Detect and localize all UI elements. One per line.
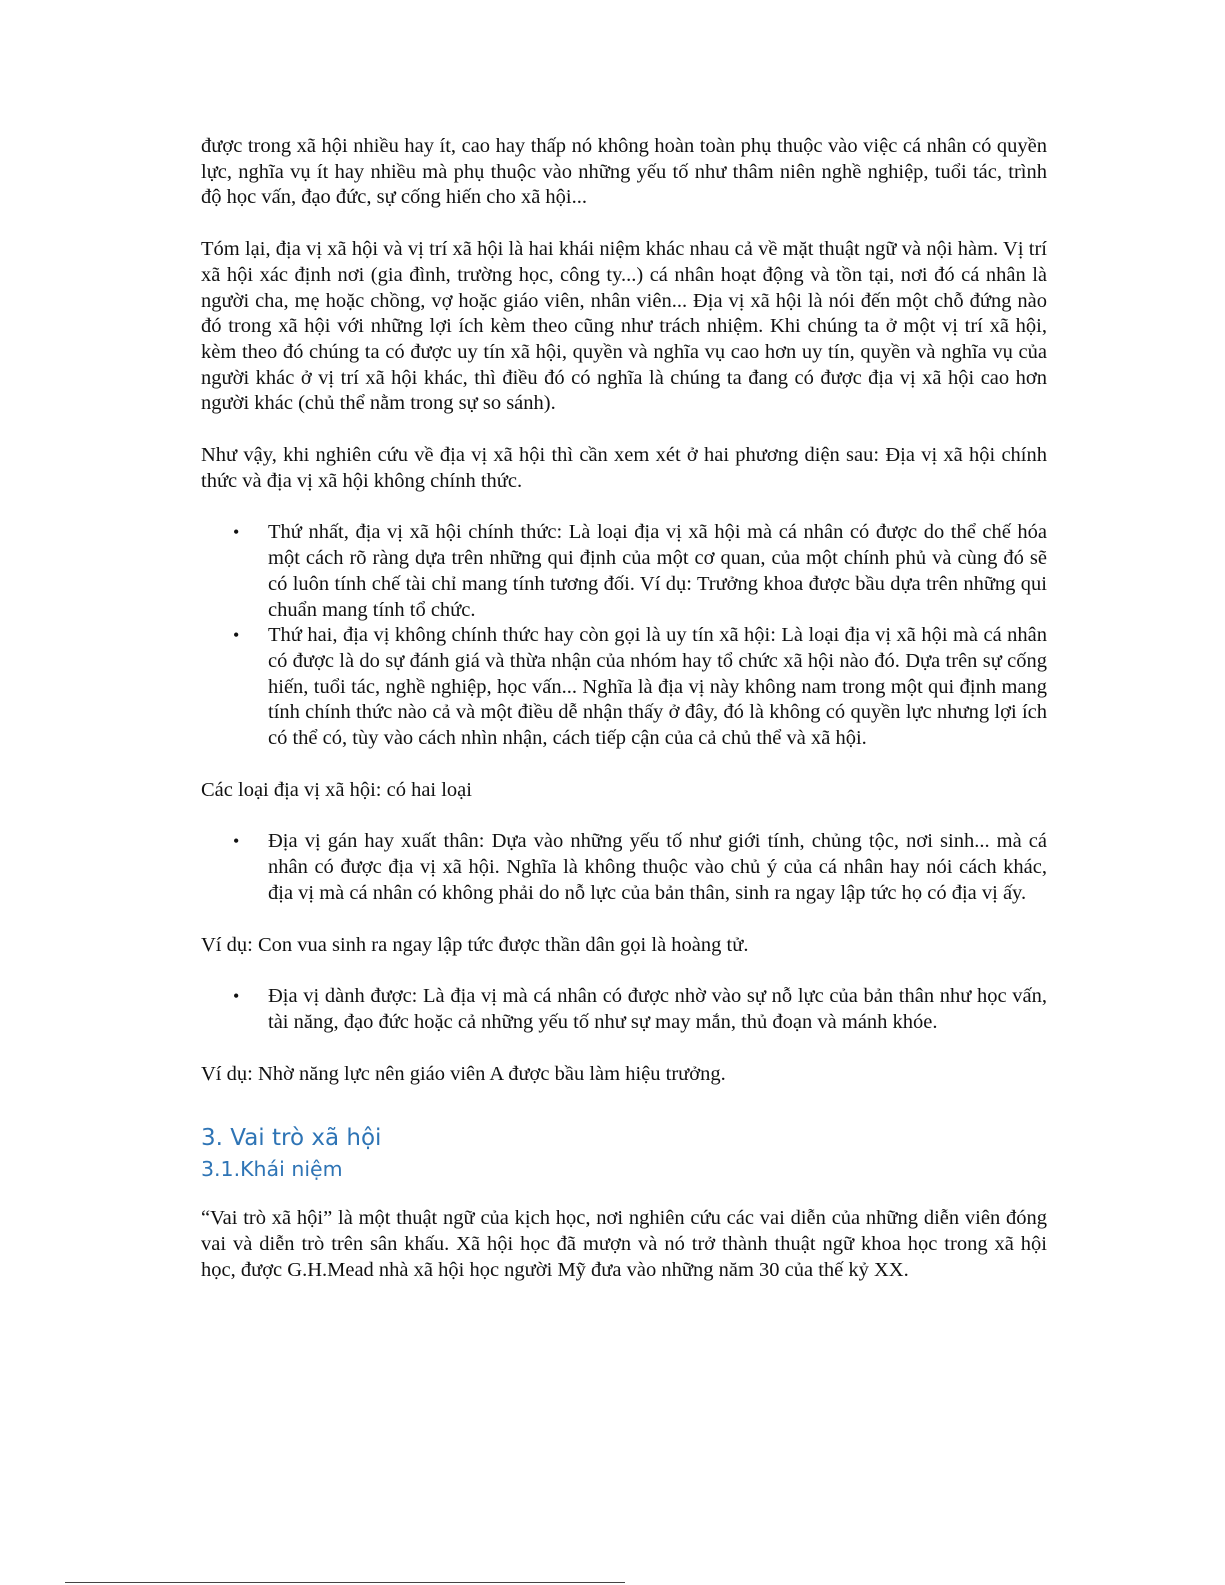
paragraph-example-principal: Ví dụ: Nhờ năng lực nên giáo viên A được bầu làm hiệu trưởng. (201, 1062, 726, 1085)
list-item-text: Địa vị gán hay xuất thân: Dựa vào những yếu tố như giới tính, chủng tộc, nơi sinh... mà cá nhân có được địa vị xã hội. Nghĩa là không thuộc vào chủ ý của cá nhân hay nói cách khác, địa vị mà cá nhân có không phải do nỗ lực của bản thân, sinh ra ngay lập tức họ có địa vị ấy. (268, 830, 1047, 904)
list-item-text: Thứ hai, địa vị không chính thức hay còn gọi là uy tín xã hội: Là loại địa vị xã hội mà cá nhân có được là do sự đánh giá và thừa nhận của nhóm hay tổ chức xã hội nào đó. Dựa trên sự cống hiến, tuổi tác, nghề nghiệp, học vấn... Nghĩa là địa vị này không nam trong một qui định mang tính chính thức nào cả và một điều dễ nhận thấy ở đây, đó là không có quyền lực nhưng lợi ích có thể có, tùy vào cách nhìn nhận, cách tiếp cận của cả chủ thể và xã hội. (268, 624, 1047, 750)
paragraph-social-role-definition: “Vai trò xã hội” là một thuật ngữ của kịch học, nơi nghiên cứu các vai diễn của những diễn viên đóng vai và diễn trò trên sân khấu. Xã hội học đã mượn và nó trở thành thuật ngữ khoa học trong xã hội học, được G.H.Mead nhà xã hội học người Mỹ đưa vào những năm 30 của thế kỷ XX. (201, 1207, 1047, 1281)
list-item-official-status (233, 520, 1047, 623)
list-ascribed-status (201, 829, 1047, 906)
list-item-unofficial-status (233, 623, 1047, 752)
subsection-heading: 3.1.Khái niệm (201, 1157, 343, 1182)
bullet-icon: • (233, 986, 240, 1007)
bullet-icon: • (233, 831, 240, 852)
list-item-achieved-status (233, 984, 1047, 1035)
list-item-text: Thứ nhất, địa vị xã hội chính thức: Là loại địa vị xã hội mà cá nhân có được do thể chế hóa một cách rõ ràng dựa trên những qui định của một cơ quan, của một chính phủ và cùng đó sẽ có luôn tính chế tài chỉ mang tính tương đối. Ví dụ: Trưởng khoa được bầu dựa trên những qui chuẩn mang tính tổ chức. (268, 521, 1047, 621)
spacer (201, 1113, 1047, 1123)
list-status-aspects (201, 520, 1047, 751)
page-bottom-divider (65, 1582, 625, 1583)
paragraph-two-aspects: Như vậy, khi nghiên cứu về địa vị xã hội thì cần xem xét ở hai phương diện sau: Địa vị xã hội chính thức và địa vị xã hội không chính thức. (201, 444, 1047, 492)
bullet-icon: • (233, 625, 240, 646)
section-heading: 3. Vai trò xã hội (201, 1125, 382, 1152)
list-achieved-status (201, 984, 1047, 1035)
list-item-text: Địa vị dành được: Là địa vị mà cá nhân có được nhờ vào sự nỗ lực của bản thân như học vấn, tài năng, đạo đức hoặc cả những yếu tố như sự may mắn, thủ đoạn và mánh khóe. (268, 985, 1047, 1033)
paragraph-example-prince: Ví dụ: Con vua sinh ra ngay lập tức được thần dân gọi là hoàng tử. (201, 933, 749, 956)
document-page (201, 134, 1047, 1310)
paragraph-status-factors: được trong xã hội nhiều hay ít, cao hay thấp nó không hoàn toàn phụ thuộc vào việc cá nhân có quyền lực, nghĩa vụ ít hay nhiều mà phụ thuộc vào những yếu tố như thâm niên nghề nghiệp, tuổi tác, trình độ học vấn, đạo đức, sự cống hiến cho xã hội... (201, 135, 1047, 209)
paragraph-status-types: Các loại địa vị xã hội: có hai loại (201, 778, 472, 801)
list-item-ascribed-status (233, 829, 1047, 906)
paragraph-summary: Tóm lại, địa vị xã hội và vị trí xã hội là hai khái niệm khác nhau cả về mặt thuật ngữ và nội hàm. Vị trí xã hội xác định nơi (gia đình, trường học, công ty...) cá nhân hoạt động và tồn tại, nơi đó cá nhân là người cha, mẹ hoặc chồng, vợ hoặc giáo viên, nhân viên... Địa vị xã hội là nói đến một chỗ đứng nào đó trong xã hội với những lợi ích kèm theo cũng như trách nhiệm. Khi chúng ta ở một vị trí xã hội, kèm theo đó chúng ta có được uy tín xã hội, quyền và nghĩa vụ cao hơn uy tín, quyền và nghĩa vụ của người khác ở vị trí xã hội khác, thì điều đó có nghĩa là chúng ta đang có được địa vị xã hội cao hơn người khác (chủ thể nằm trong sự so sánh). (201, 238, 1047, 415)
bullet-icon: • (233, 522, 240, 543)
